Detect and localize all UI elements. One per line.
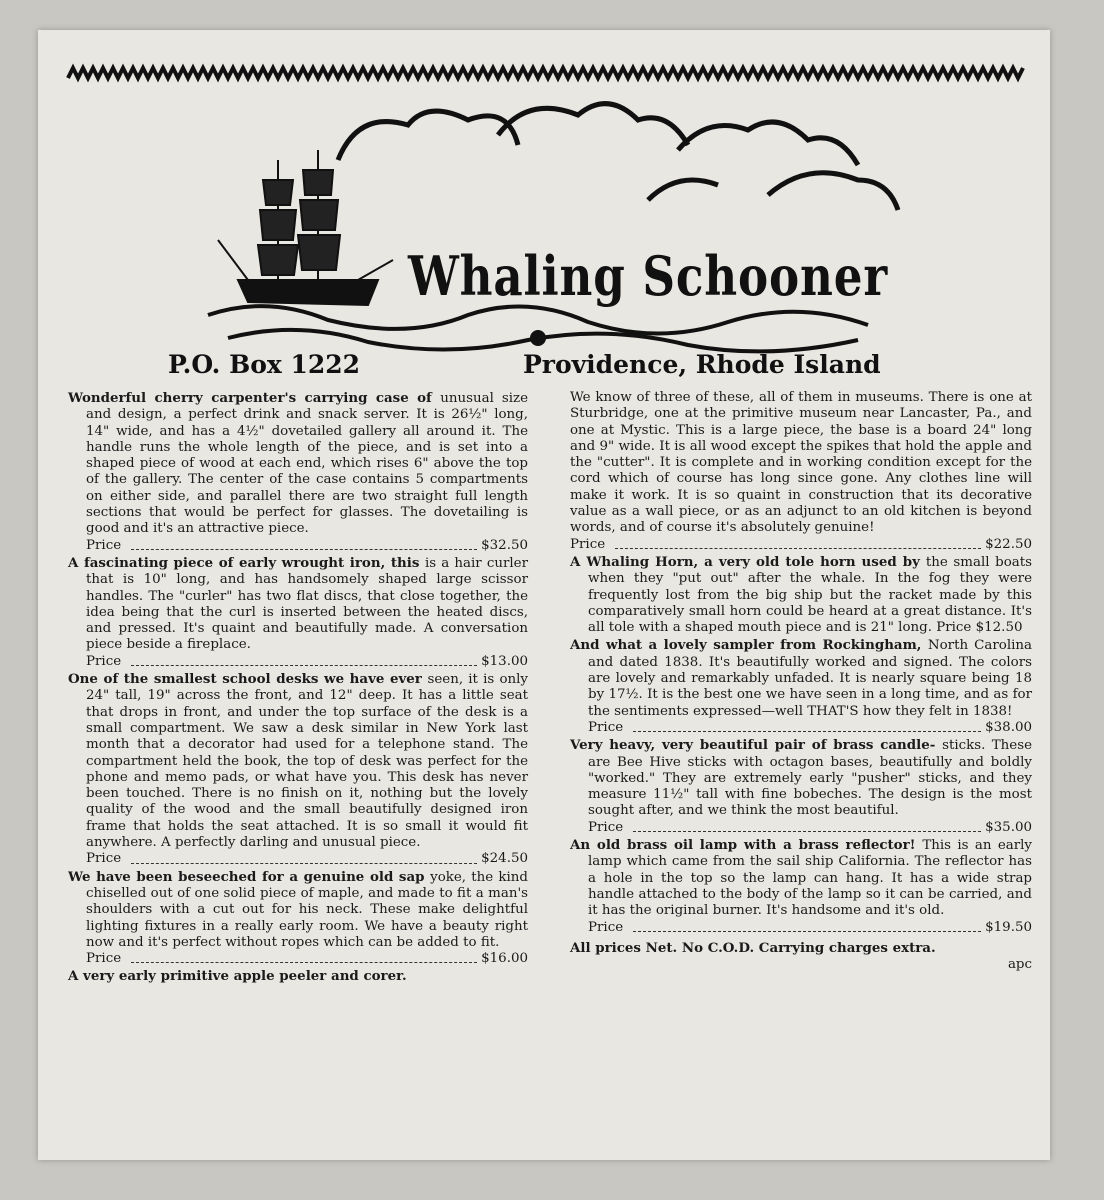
price-label: Price	[86, 537, 122, 553]
listing-item	[68, 869, 528, 968]
terms-note: All prices Net. No C.O.D. Carrying charges extra.	[570, 939, 936, 956]
listing-item	[570, 837, 1032, 936]
item-text: is a hair curler that is 10" long, and has handsomely shaped large scissor handles. The "curler" has two flat discs, that close together, the idea being that the curl is inserted between the heated discs, and pressed. It's quaint and beautifully made. A conversation piece beside a fireplace.	[86, 555, 528, 653]
item-lead: And what a lovely sampler from Rockingham,	[570, 637, 928, 654]
item-lead: Very heavy, very beautiful pair of brass candle-	[570, 737, 943, 754]
clouds-illustration	[338, 104, 898, 210]
waves-illustration	[208, 306, 868, 351]
listing-item	[68, 555, 528, 670]
price-value: $19.50	[985, 919, 1032, 935]
item-lead: We have been beseeched for a genuine old sap	[68, 868, 431, 885]
price-leader	[633, 731, 981, 732]
listing-item	[570, 637, 1032, 736]
price-value: $12.50	[975, 620, 1023, 636]
price-label: Price	[936, 620, 972, 636]
po-box: P.O. Box 1222	[168, 350, 361, 379]
price-leader	[131, 549, 477, 550]
price-value: $22.50	[985, 536, 1032, 552]
masthead-title: Whaling Schooner	[407, 244, 888, 308]
listing-item	[68, 968, 528, 985]
price-line	[570, 537, 1032, 553]
item-text: sticks. These are Bee Hive sticks with octagon bases, beautifully and boldly "worked." They are extremely early "pusher" sticks, and they measure 11½" tall with fine bobeches. The design is the most sought after, and we think the most beautiful.	[588, 738, 1033, 819]
item-text: seen, it is only 24" tall, 19" across the front, and 12" deep. It has a little seat that drops in front, and under the top surface of the desk is a small compartment. We saw a desk similar in New York last month that a decorator had used for a telephone stand. The compartment held the book, the top of desk was perfect for the phone and memo pads, or what have you. This desk has never been touched. There is no finish on it, nothing but the lovely quality of the wood and the small beautifully designed iron frame that holds the seat attached. It is so small it would fit anywhere. A perfectly darling and unusual piece.	[86, 672, 528, 851]
price-label: Price	[86, 653, 122, 669]
price-value: $32.50	[481, 537, 528, 553]
price-value: $24.50	[481, 851, 528, 867]
item-text: unusual size and design, a perfect drink and snack server. It is 26½" long, 14" wide, and has a 4½" dovetailed gallery all around it. The handle runs the whole length of the piece, and is set into a shaped piece of wood at each end, which rises 6" above the top of the gallery. The center of the case contains 5 compartments on either side, and parallel there are two straight full length sections that would be perfect for glasses. The dovetailing is good and it's an attractive piece.	[86, 391, 528, 537]
price-label: Price	[588, 919, 624, 935]
listing-item	[68, 390, 528, 554]
price-line	[588, 920, 1032, 936]
item-text: yoke, the kind chiselled out of one solid piece of maple, and made to fit a man's shoulders with a cut out for his neck. These make delightful lighting fixtures in a really early room. We have a beauty right now and it's perfect without ropes which can be added to fit.	[86, 869, 528, 950]
listing-item	[570, 737, 1032, 836]
schooner-ship-icon	[218, 150, 393, 305]
price-line	[588, 720, 1032, 736]
item-lead: A Whaling Horn, a very old tole horn used by	[570, 553, 926, 570]
price-value: $35.00	[985, 819, 1032, 835]
item-text: We know of three of these, all of them in museums. There is one at Sturbridge, one at the primitive museum near Lancaster, Pa., and one at Mystic. This is a large piece, the base is a board 24" long and 9" wide. It is all wood except the spikes that hold the apple and the "cutter". It is complete and in working condition except for the cord which of course has long since gone. Any clothes line will make it work. It is so quaint in construction that its decorative value as a wall piece, or as an adjunct to an old kitchen is beyond words, and of course it's absolutely genuine!	[570, 390, 1032, 536]
price-leader	[131, 962, 477, 963]
price-leader	[633, 931, 981, 932]
price-line	[86, 538, 528, 554]
column-right	[570, 390, 1032, 974]
masthead-illustration	[208, 90, 898, 360]
price-label: Price	[588, 819, 624, 835]
item-lead: A very early primitive apple peeler and corer.	[68, 968, 407, 985]
price-value: $16.00	[481, 951, 528, 967]
item-lead: One of the smallest school desks we have ever	[68, 671, 428, 688]
price-leader	[615, 548, 981, 549]
price-leader	[131, 665, 477, 666]
listing-item-continued	[570, 390, 1032, 553]
address-line	[38, 350, 1050, 390]
price-line	[86, 951, 528, 967]
zigzag-border-top	[68, 65, 1023, 81]
item-text: This is an early lamp which came from the sail ship California. The reflector has a hole in the top so the lamp can hang. It has a wide strap handle attached to the body of the lamp so it can be carried, and it has the original burner. It's handsome and it's old.	[588, 838, 1032, 919]
item-lead: An old brass oil lamp with a brass reflector!	[570, 837, 923, 854]
listing-item	[68, 671, 528, 868]
price-leader	[131, 863, 477, 864]
listing-item	[570, 554, 1032, 636]
price-label: Price	[588, 719, 624, 735]
item-lead: Wonderful cherry carpenter's carrying case of	[68, 390, 441, 406]
price-leader	[633, 831, 981, 832]
initials: apc	[1007, 957, 1032, 973]
price-line	[588, 820, 1032, 836]
city-state: Providence, Rhode Island	[523, 350, 881, 379]
item-lead: A fascinating piece of early wrought iron, this	[68, 554, 425, 571]
price-label: Price	[86, 851, 122, 867]
item-text: North Carolina and dated 1838. It's beautifully worked and signed. The colors are lovely and remarkably unfaded. It is nearly square being 18 by 17½. It is the best one we have seen in a long time, and as for the sentiments expressed—well THAT'S how they felt in 1838!	[588, 638, 1032, 719]
price-label: Price	[570, 536, 606, 552]
item-text: the small boats when they "put out" after the whale. In the fog they were frequently lost from the big ship but the racket made by this comparatively small horn could be heard at a great distance. It's all tole with a shaped mouth piece and is 21" long.	[588, 554, 1032, 636]
price-line	[86, 851, 528, 867]
column-left	[68, 390, 528, 987]
price-label: Price	[86, 951, 122, 967]
price-value: $38.00	[985, 719, 1032, 735]
price-line	[86, 654, 528, 670]
price-value: $13.00	[481, 653, 528, 669]
catalog-page	[38, 30, 1050, 1160]
